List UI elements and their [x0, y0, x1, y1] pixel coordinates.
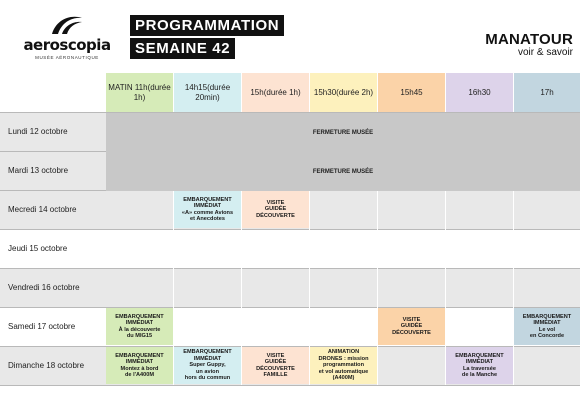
- event-wed-1500[interactable]: VISITE GUIDÉE DÉCOUVERTE: [242, 191, 309, 228]
- day-label-monday: Lundi 12 octobre: [8, 127, 68, 136]
- partner-tagline: voir & savoir: [517, 47, 573, 58]
- closure-tuesday: FERMETURE MUSÉE: [106, 152, 580, 191]
- schedule-grid: [0, 73, 580, 386]
- partner-name: MANATOUR: [485, 31, 573, 48]
- column-header-1700: 17h: [514, 73, 580, 112]
- day-label-thursday: Jeudi 15 octobre: [8, 244, 68, 253]
- event-sat-1545[interactable]: VISITE GUIDÉE DÉCOUVERTE: [378, 308, 445, 345]
- column-header-1500: 15h(durée 1h): [242, 73, 309, 112]
- title-line-2: SEMAINE 42: [130, 38, 235, 59]
- column-header-1415: 14h15(durée 20min): [174, 73, 241, 112]
- day-label-tuesday: Mardi 13 octobre: [8, 166, 69, 175]
- event-sat-1100[interactable]: EMBARQUEMENT IMMÉDIAT À la découverte du MIG15: [106, 308, 173, 345]
- manatour-logo: [463, 32, 573, 59]
- day-label-sunday: Dimanche 18 octobre: [8, 361, 85, 370]
- event-wed-1415[interactable]: EMBARQUEMENT IMMÉDIAT «A» comme Avions et Anecdotes: [174, 191, 241, 228]
- brand-name: aeroscopia: [23, 36, 111, 54]
- closure-monday: FERMETURE MUSÉE: [106, 113, 580, 152]
- event-sun-1630[interactable]: EMBARQUEMENT IMMÉDIAT La traversée de la Manche: [446, 347, 513, 384]
- column-header-1100: MATIN 11h(durée 1h): [106, 73, 173, 112]
- event-sun-1100[interactable]: EMBARQUEMENT IMMÉDIAT Montez à bord de l'A400M: [106, 347, 173, 384]
- brand-subtitle: MUSÉE AÉRONAUTIQUE: [35, 55, 99, 60]
- event-sun-1415[interactable]: EMBARQUEMENT IMMÉDIAT Super Guppy, un avion hors du commun: [174, 347, 241, 384]
- page-title: [130, 15, 284, 59]
- column-header-1530: 15h30(durée 2h): [310, 73, 377, 112]
- column-header-1545: 15h45: [378, 73, 445, 112]
- event-sun-1500[interactable]: VISITE GUIDÉE DÉCOUVERTE FAMILLE: [242, 347, 309, 384]
- column-header-1630: 16h30: [446, 73, 513, 112]
- day-label-wednesday: Mecredi 14 octobre: [8, 205, 77, 214]
- aeroscopia-logo: [22, 14, 112, 64]
- day-label-friday: Vendredi 16 octobre: [8, 283, 80, 292]
- plane-swoosh-icon: [50, 14, 84, 36]
- title-line-1: PROGRAMMATION: [130, 15, 284, 36]
- day-label-saturday: Samedi 17 octobre: [8, 322, 76, 331]
- event-sat-1700[interactable]: EMBARQUEMENT IMMÉDIAT Le vol en Concorde: [514, 308, 580, 345]
- event-sun-1530[interactable]: ANIMATION DRONES : mission programmation et vol automatique (A400M): [310, 347, 377, 384]
